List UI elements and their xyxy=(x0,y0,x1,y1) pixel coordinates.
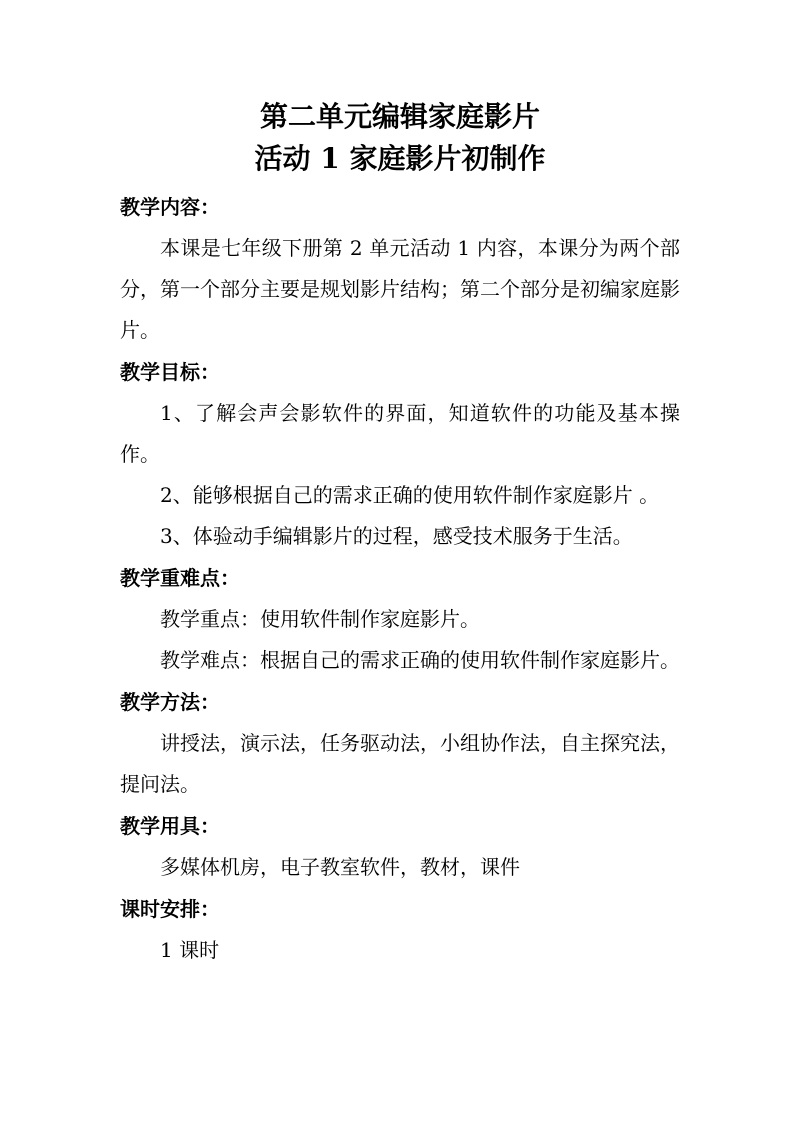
section-heading: 课时安排： xyxy=(120,897,220,921)
section-paragraph: 2、能够根据自己的需求正确的使用软件制作家庭影片 。 xyxy=(160,483,660,507)
section-methods xyxy=(120,681,680,805)
section-objectives xyxy=(120,351,680,557)
section-paragraph: 1 课时 xyxy=(160,938,220,962)
section-tools xyxy=(120,805,680,888)
section-heading: 教学用具： xyxy=(120,814,220,838)
document-subtitle: 活动 1 家庭影片初制作 xyxy=(254,142,546,175)
section-heading: 教学内容： xyxy=(120,195,220,219)
section-content xyxy=(120,186,680,351)
section-paragraph: 多媒体机房，电子教室软件，教材，课件 xyxy=(160,855,520,879)
section-heading: 教学方法： xyxy=(120,690,220,714)
section-paragraph: 本课是七年级下册第 2 单元活动 1 内容，本课分为两个部分，第一个部分主要是规划影片结构；第二个部分是初编家庭影片。 xyxy=(120,236,680,342)
section-paragraph: 教学难点：根据自己的需求正确的使用软件制作家庭影片。 xyxy=(160,648,680,672)
section-heading: 教学目标： xyxy=(120,360,220,384)
section-paragraph: 3、体验动手编辑影片的过程，感受技术服务于生活。 xyxy=(160,524,633,548)
section-paragraph: 1、了解会声会影软件的界面，知道软件的功能及基本操作。 xyxy=(120,401,680,466)
section-schedule xyxy=(120,888,680,971)
section-heading: 教学重难点： xyxy=(120,566,240,590)
document-title: 第二单元编辑家庭影片 xyxy=(259,100,540,133)
section-key-points xyxy=(120,557,680,681)
section-paragraph: 教学重点：使用软件制作家庭影片。 xyxy=(160,607,480,631)
section-paragraph: 讲授法，演示法，任务驱动法，小组协作法，自主探究法，提问法。 xyxy=(120,731,680,796)
